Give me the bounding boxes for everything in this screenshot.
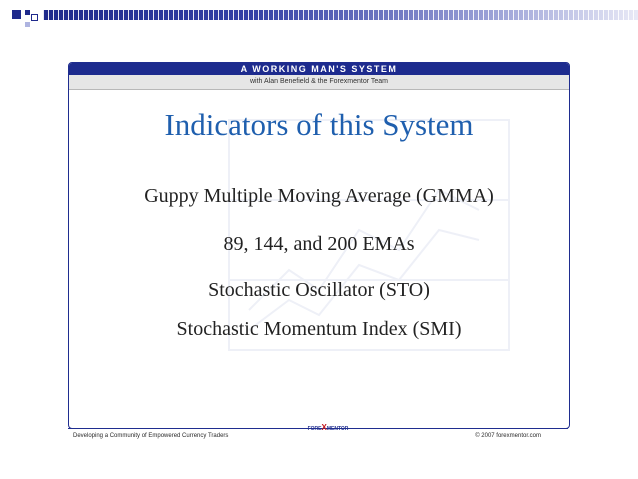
system-header: A WORKING MAN'S SYSTEM — [69, 63, 569, 75]
deco-square-outline — [31, 14, 38, 21]
deco-square-small — [25, 10, 30, 15]
deco-gradient-bar — [43, 10, 638, 20]
system-subheader: with Alan Benefield & the Forexmentor Team — [69, 75, 569, 90]
footer-rule-left — [68, 428, 298, 429]
bullet-gmma: Guppy Multiple Moving Average (GMMA) — [144, 185, 494, 207]
slide-frame — [68, 62, 570, 429]
footer-tagline: Developing a Community of Empowered Currency Traders — [73, 433, 229, 439]
bullet-smi: Stochastic Momentum Index (SMI) — [176, 318, 462, 340]
footer-copyright: © 2007 forexmentor.com — [475, 433, 541, 439]
footer-rule-right — [470, 428, 568, 429]
bullet-sto: Stochastic Oscillator (STO) — [208, 279, 430, 301]
bullet-emas: 89, 144, and 200 EMAs — [223, 233, 415, 255]
forexmentor-logo: FOREXMENTOR — [307, 423, 349, 432]
deco-square-large — [12, 10, 21, 19]
top-decoration — [0, 0, 638, 40]
deco-square-light — [25, 22, 30, 27]
slide-title: Indicators of this System — [164, 107, 474, 142]
